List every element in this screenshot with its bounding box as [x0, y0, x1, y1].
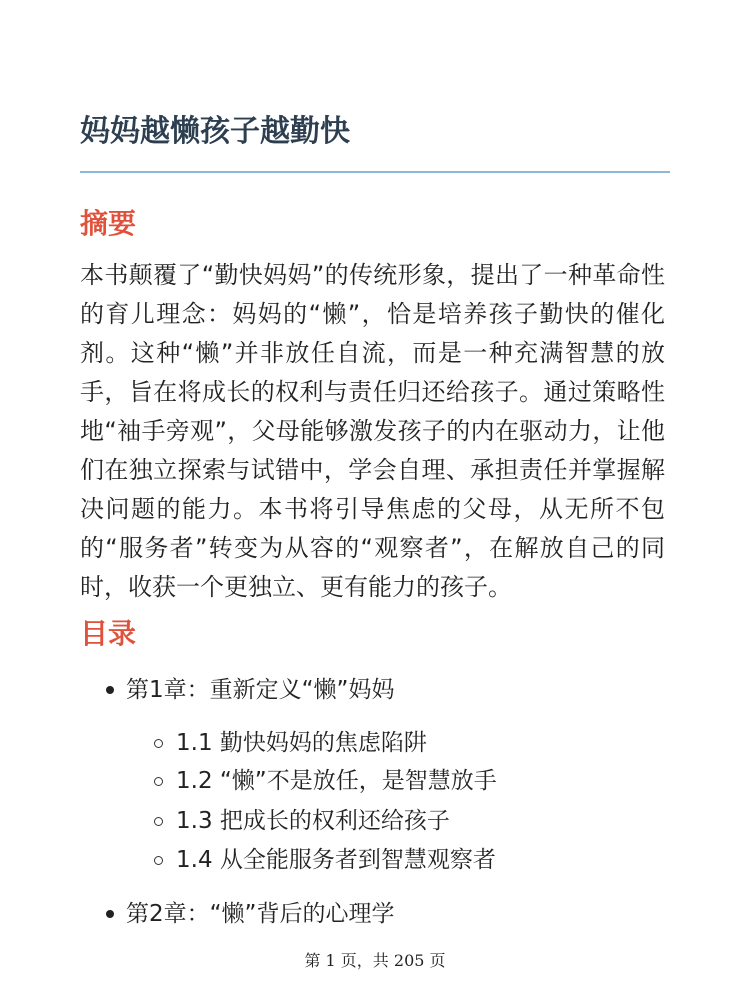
book-title: 妈妈越懒孩子越勤快: [80, 114, 350, 149]
title-divider: [80, 171, 670, 173]
abstract-paragraph: 本书颠覆了“勤快妈妈”的传统形象，提出了一种革命性的育儿理念：妈妈的“懒”，恰是培养孩子勤快的催化剂。这种“懒”并非放任自流，而是一种充满智慧的放手，旨在将成长的权利与责任归还给孩子。通过策略性地“袖手旁观”，父母能够激发孩子的内在驱动力，让他们在独立探索与试错中，学会自理、承担责任并掌握解决问题的能力。本书将引导焦虑的父母，从无所不包的“服务者”转变为从容的“观察者”，在解放自己的同时，收获一个更独立、更有能力的孩子。: [80, 261, 665, 601]
circle-bullet-icon: [154, 817, 163, 826]
circle-bullet-icon: [154, 777, 163, 786]
bullet-icon: [106, 910, 114, 918]
page-footer: 第 1 页，共 205 页: [304, 951, 446, 970]
toc-section-1-3: 1.3 把成长的权利还给孩子: [176, 808, 450, 834]
toc-section-1-4: 1.4 从全能服务者到智慧观察者: [176, 847, 496, 873]
circle-bullet-icon: [154, 856, 163, 865]
toc-chapter-2: 第2章：“懒”背后的心理学: [126, 901, 395, 927]
toc-chapter-1: 第1章：重新定义“懒”妈妈: [126, 677, 395, 703]
toc-heading: 目录: [80, 617, 137, 650]
toc-section-1-2: 1.2 “懒”不是放任，是智慧放手: [176, 768, 497, 794]
abstract-heading: 摘要: [80, 207, 137, 240]
toc-section-1-1: 1.1 勤快妈妈的焦虑陷阱: [176, 730, 427, 756]
circle-bullet-icon: [154, 739, 163, 748]
bullet-icon: [106, 686, 114, 694]
